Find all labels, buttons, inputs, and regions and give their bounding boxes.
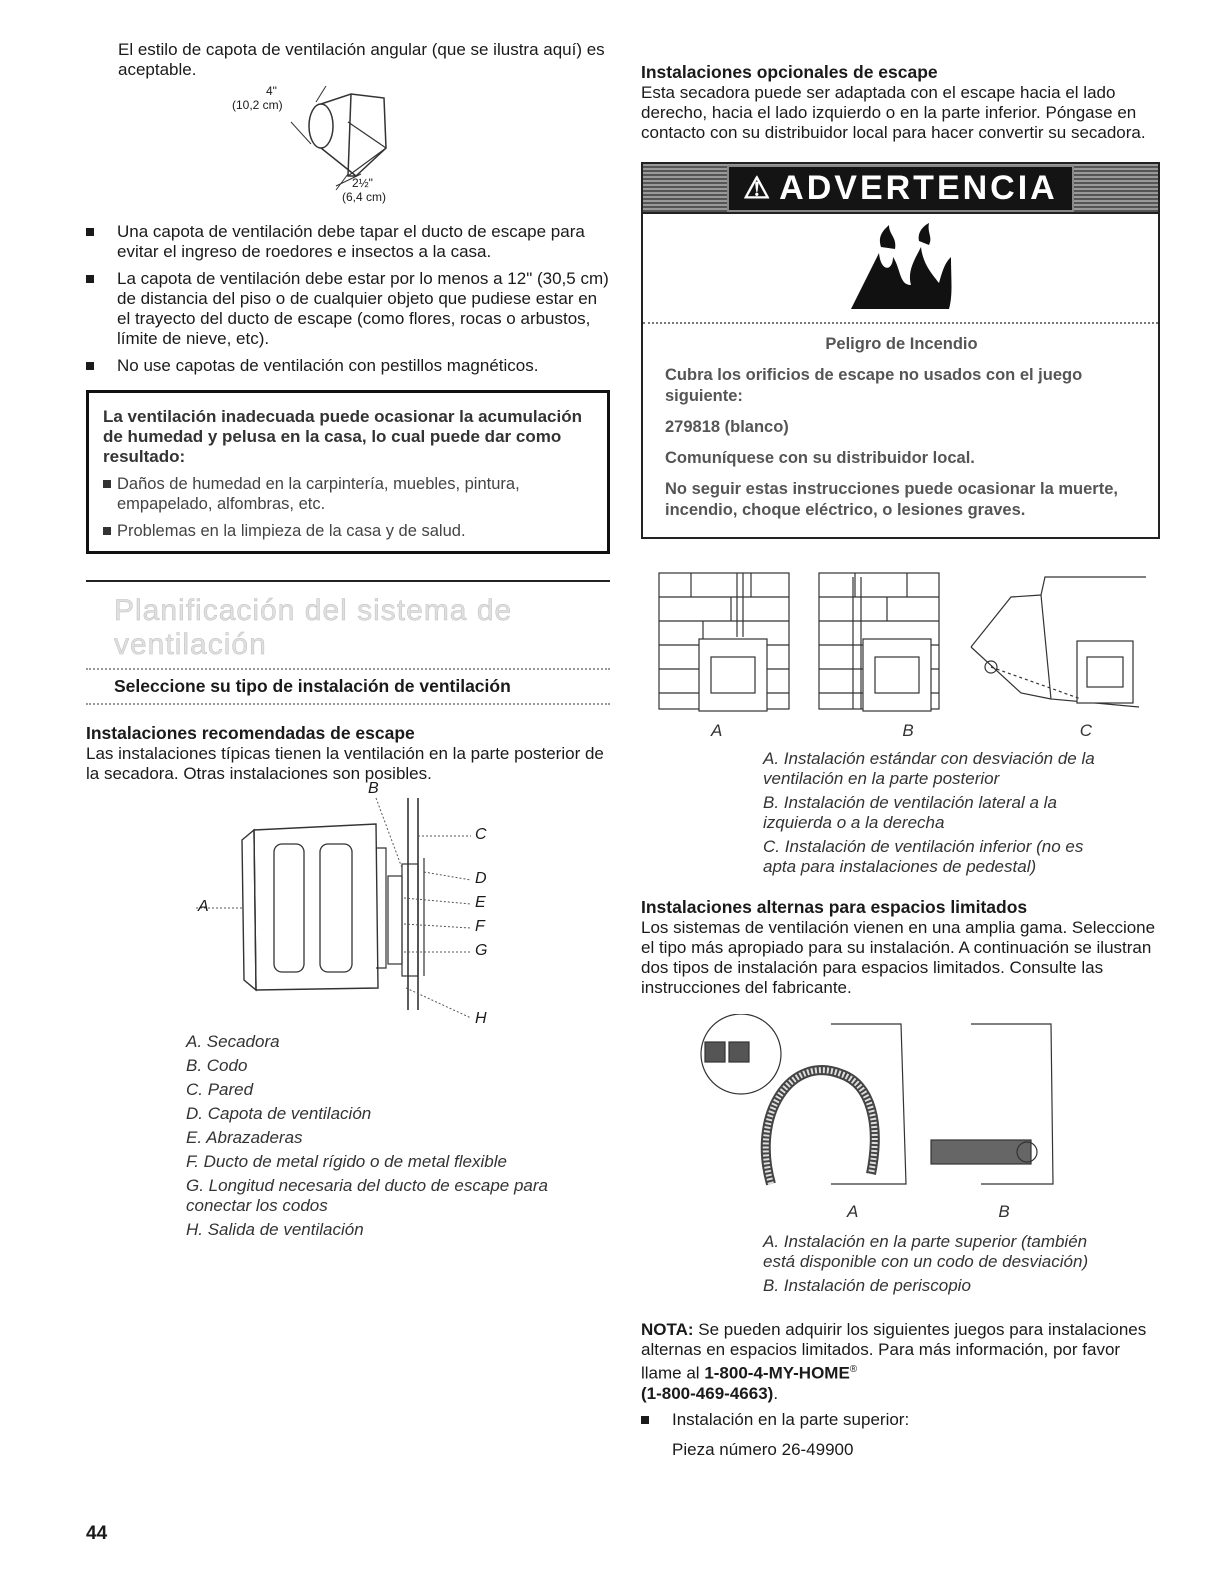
- fire-icon: [841, 223, 961, 313]
- section-divider: [86, 580, 610, 582]
- dryer-diagram-captions: [186, 1032, 606, 1240]
- install-a-figure: [659, 573, 789, 711]
- caption-item: G. Longitud necesaria del ducto de escape para conectar los codos: [186, 1176, 548, 1215]
- hood-bullet-list: [86, 222, 610, 376]
- bullet-square-icon: [86, 228, 94, 236]
- list-item: Una capota de ventilación debe tapar el ducto de escape para evitar el ingreso de roedores e insectos a la casa.: [86, 222, 610, 262]
- warning-paragraph: 279818 (blanco): [665, 418, 789, 436]
- caption-item: F. Ducto de metal rígido o de metal flexible: [186, 1152, 507, 1171]
- periscope-a-figure: [701, 1014, 906, 1184]
- recommended-exhaust-title: Instalaciones recomendadas de escape: [86, 723, 415, 743]
- caption-item: C. Instalación de ventilación inferior (no es apta para instalaciones de pedestal): [763, 837, 1084, 876]
- nota-phone: 1-800-4-MY-HOME: [704, 1363, 850, 1383]
- warning-title: ADVERTENCIA: [779, 168, 1058, 207]
- list-item: Instalación en la parte superior:: [641, 1410, 1161, 1430]
- install-b-figure: [819, 573, 939, 711]
- caption-item: H. Salida de ventilación: [186, 1220, 364, 1239]
- install-letters: [641, 721, 1161, 741]
- section-title: Planificación del sistema de ventilación: [114, 594, 513, 661]
- diagram-label-f: F: [475, 918, 485, 935]
- optional-exhaust-text: Esta secadora puede ser adaptada con el escape hacia el lado derecho, hacia el lado izquierdo o en la parte inferior. Póngase en contacto con su distribuidor local para hacer convertir su secadora.: [641, 83, 1146, 142]
- hazard-title: Peligro de Incendio: [825, 335, 978, 353]
- warning-header-band: [643, 164, 1158, 212]
- bullet-square-icon: [103, 527, 111, 535]
- caption-item: E. Abrazaderas: [186, 1128, 303, 1147]
- left-column: [86, 40, 610, 1240]
- caption-item: C. Pared: [186, 1080, 254, 1099]
- limited-space-diagram: [641, 1014, 1161, 1192]
- warning-title-pill: [727, 165, 1073, 212]
- vent-type-subtitle: Seleccione su tipo de instalación de ventilación: [114, 676, 511, 696]
- nota-label: NOTA:: [641, 1320, 694, 1339]
- nota-registered-mark: ®: [849, 1364, 858, 1375]
- diagram-label-b: B: [368, 780, 379, 797]
- install-letter-c: C: [1079, 721, 1092, 740]
- hood-dim-4in: 4": [266, 84, 277, 98]
- diagram-label-a: A: [198, 898, 209, 915]
- fire-warning-panel: [641, 162, 1160, 539]
- dryer-vent-illustration: [86, 788, 610, 1024]
- limited-space-illustration: [641, 1014, 1161, 1192]
- installation-types-illustration: [641, 567, 1161, 717]
- warning-paragraph: Comuníquese con su distribuidor local.: [665, 449, 975, 467]
- caption-item: A. Instalación estándar con desviación de la ventilación en la parte posterior: [763, 749, 1095, 788]
- bullet-square-icon: [86, 362, 94, 370]
- nota-phone-numeric: (1-800-469-4663): [641, 1383, 774, 1403]
- limited-letter-b: B: [998, 1202, 1010, 1221]
- caption-item: A. Secadora: [186, 1032, 280, 1051]
- recommended-exhaust-text: Las instalaciones típicas tienen la ventilación en la parte posterior de la secadora. Otras instalaciones son posibles.: [86, 744, 604, 783]
- kit-part-number: Pieza número 26-49900: [672, 1439, 854, 1459]
- periscope-b-figure: [931, 1024, 1053, 1184]
- dotted-divider: [86, 668, 610, 670]
- diagram-label-c: C: [475, 826, 487, 843]
- vent-hood-diagram: [86, 86, 610, 218]
- hood-dim-2half-cm: (6,4 cm): [342, 190, 387, 204]
- list-item: No use capotas de ventilación con pestillos magnéticos.: [86, 356, 610, 376]
- optional-exhaust-title: Instalaciones opcionales de escape: [641, 62, 938, 82]
- page-number: 44: [86, 1523, 108, 1544]
- nota-text: Se pueden adquirir los siguientes juegos para instalaciones alternas en espacios limitados. Para más información, por favor llame al: [641, 1320, 1147, 1383]
- diagram-label-d: D: [475, 870, 487, 887]
- warning-paragraph: No seguir estas instrucciones puede ocasionar la muerte, incendio, choque eléctrico, o lesiones graves.: [665, 480, 1118, 519]
- diagram-label-g: G: [475, 942, 488, 959]
- limited-letter-a: A: [847, 1202, 859, 1221]
- bullet-square-icon: [103, 480, 111, 488]
- diagram-label-e: E: [475, 894, 486, 911]
- limited-space-captions: [763, 1232, 1123, 1296]
- alternate-install-text: Los sistemas de ventilación vienen en una amplia gama. Seleccione el tipo más apropiado para su instalación. A continuación se ilustran dos tipos de instalación para espacios limitados. Consulte las instrucciones del fabricante.: [641, 918, 1156, 997]
- caption-item: B. Instalación de periscopio: [763, 1276, 971, 1295]
- warning-heading: La ventilación inadecuada puede ocasionar la acumulación de humedad y pelusa en la casa, lo cual puede dar como resultado:: [103, 407, 582, 466]
- limited-space-letters: [641, 1202, 1161, 1222]
- warning-body: [643, 322, 1158, 537]
- hood-dim-4in-cm: (10,2 cm): [232, 98, 283, 112]
- warning-paragraph: Cubra los orificios de escape no usados con el juego siguiente:: [665, 366, 1083, 405]
- caption-item: A. Instalación en la parte superior (también está disponible con un codo de desviación): [763, 1232, 1089, 1271]
- warning-triangle-icon: ⚠: [743, 171, 774, 205]
- fire-symbol-area: [643, 212, 1158, 322]
- kit-bullet-list: [641, 1410, 1161, 1430]
- improper-venting-warning-box: [86, 390, 610, 554]
- list-item: La capota de ventilación debe estar por lo menos a 12" (30,5 cm) de distancia del piso o de cualquier objeto que pudiese estar en el trayecto del ducto de escape (como flores, rocas o arbustos, límite de nieve, etc).: [86, 269, 610, 349]
- hood-intro-text: El estilo de capota de ventilación angular (que se ilustra aquí) es aceptable.: [118, 40, 605, 79]
- hood-dim-2half: 2½": [352, 176, 373, 190]
- diagram-label-h: H: [475, 1010, 487, 1027]
- warning-item: Daños de humedad en la carpintería, muebles, pintura, empapelado, alfombras, etc.: [103, 474, 595, 514]
- warning-item: Problemas en la limpieza de la casa y de salud.: [103, 521, 595, 541]
- caption-item: B. Instalación de ventilación lateral a la izquierda o a la derecha: [763, 793, 1057, 832]
- bullet-square-icon: [641, 1416, 649, 1424]
- nota-end: .: [773, 1383, 779, 1403]
- caption-item: D. Capota de ventilación: [186, 1104, 372, 1123]
- nota-paragraph: [641, 1320, 1161, 1404]
- right-column: [641, 62, 1161, 1460]
- caption-item: B. Codo: [186, 1056, 248, 1075]
- dotted-divider: [86, 703, 610, 705]
- installation-types-diagram: [641, 567, 1161, 717]
- alternate-install-title: Instalaciones alternas para espacios limitados: [641, 897, 1028, 917]
- install-letter-b: B: [902, 721, 914, 740]
- dryer-vent-diagram: [86, 780, 610, 1027]
- install-letter-a: A: [711, 721, 723, 740]
- install-c-figure: [971, 577, 1146, 707]
- bullet-square-icon: [86, 275, 94, 283]
- install-captions: [763, 749, 1103, 877]
